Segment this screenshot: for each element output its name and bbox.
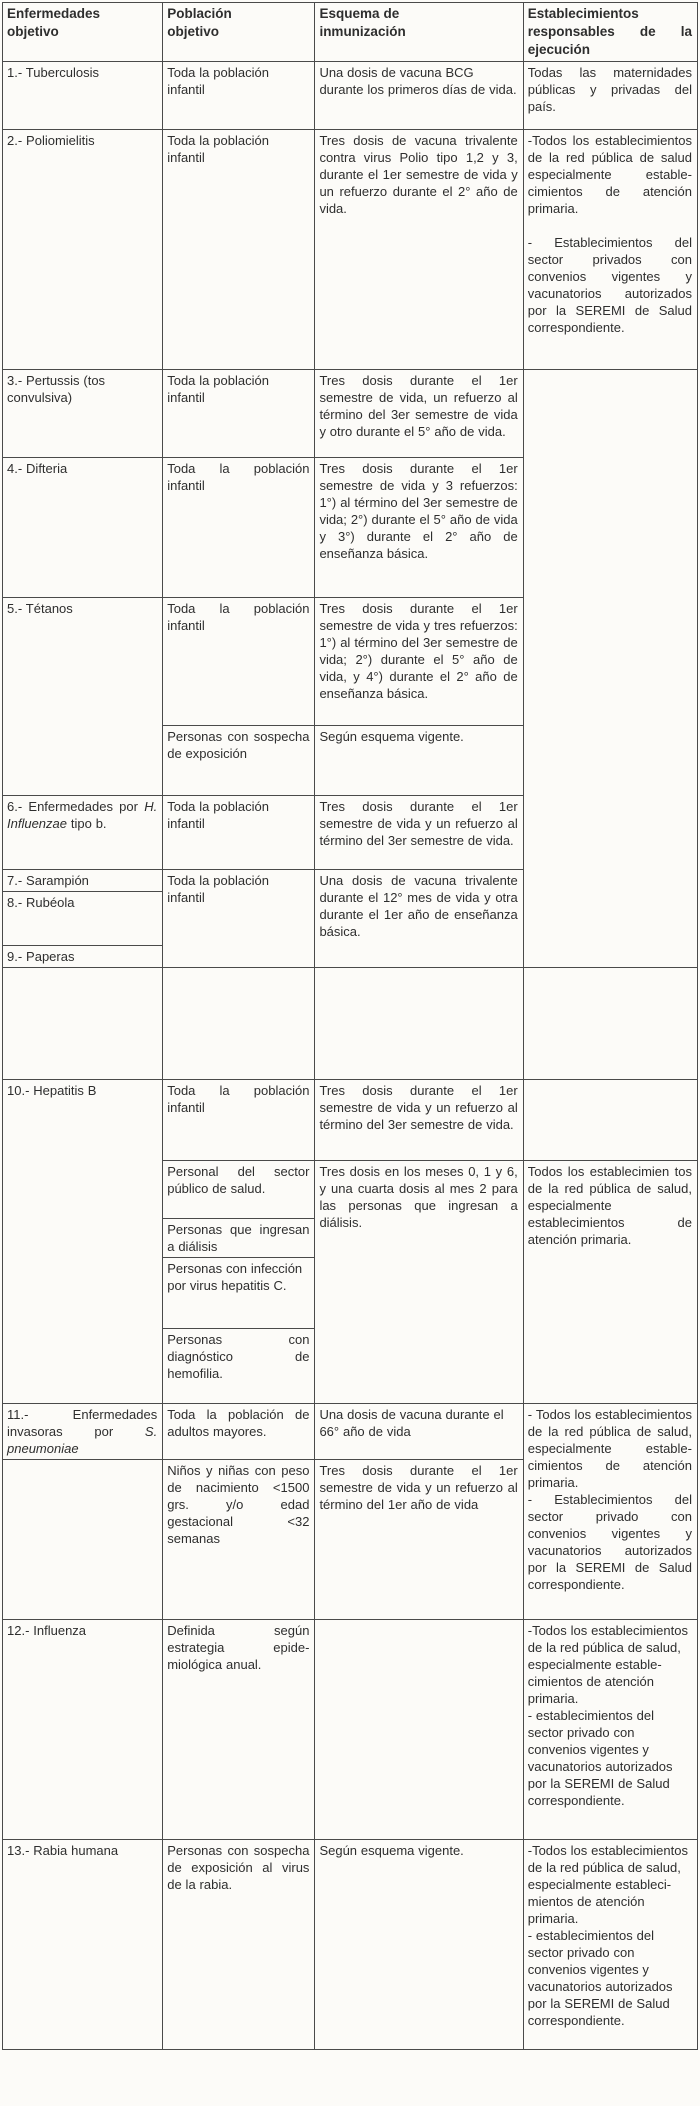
col-header-establecimientos-label: Establecimientos responsables de la ejecución — [527, 6, 692, 57]
cell-sarampion-enfermedad: 7.- Sarampión — [3, 870, 163, 892]
col-header-enfermedades-label: Enfermedades objetivo — [7, 6, 101, 39]
cell-rabia-poblacion: Personas con sospecha de exposición al virus de la rabia. — [163, 1840, 315, 2050]
cell-tuberculosis-poblacion: Toda la población infantil — [163, 62, 315, 130]
cell-tetanos-esquema: Tres dosis durante el 1er semestre de vida y tres refuerzos: 1°) al término del 3er semestre de vida; 2°) durante el 5° año de vida, y 4°) durante el 2° año de enseñanza básica. — [315, 598, 523, 726]
cell-difteria-esquema: Tres dosis durante el 1er semestre de vida y 3 refuerzos: 1°) al término del 3er semestre de vida; 2°) durante el 5° año de vida y 3°) durante el 2° año de enseñanza básica. — [315, 458, 523, 598]
cell-pneumo-establecimientos — [523, 1404, 697, 1620]
cell-hinfluenzae-esquema: Tres dosis durante el 1er semestre de vida y un refuerzo al término del 3er semestre de vida. — [315, 796, 523, 870]
paragraph-red-publica: -Todos los establecimientos de la red pública de salud especialmente establecimientos de atención primaria. — [527, 133, 692, 216]
row-rabia — [3, 1840, 698, 2050]
cell-polio-establecimientos — [523, 130, 697, 370]
cell-rabia-establecimientos — [523, 1840, 697, 2050]
cell-srp-esquema: Una dosis de vacuna trivalente durante el 12° mes de vida y otra durante el 1er año de enseñanza básica. — [315, 870, 523, 968]
row-hepatitis — [3, 1080, 698, 1161]
cell-spacer-poblacion — [163, 968, 315, 1080]
row-empty-spacer — [3, 968, 698, 1080]
cell-spacer-esquema — [315, 968, 523, 1080]
row-pneumo — [3, 1404, 698, 1460]
cell-spacer-enfermedad — [3, 968, 163, 1080]
col-header-poblacion — [163, 3, 315, 62]
pneumo-label-italic: S. pneumoniae — [7, 1424, 158, 1456]
cell-hepatitis-establecimientos: Todos los establecimien tos de la red pública de salud, especialmente establecimientos de atención primaria. — [523, 1161, 697, 1404]
cell-pertussis-enfermedad: 3.- Pertussis (tos convulsiva) — [3, 370, 163, 458]
row-tuberculosis — [3, 62, 698, 130]
cell-influenza-establecimientos — [523, 1620, 697, 1840]
cell-paperas-enfermedad: 9.- Paperas — [3, 946, 163, 968]
cell-spacer-establecimientos — [523, 968, 697, 1080]
cell-hepatitis-establecimientos-empty — [523, 1080, 697, 1161]
hinfluenzae-label-italic: H. Influenzae — [7, 799, 158, 831]
paragraph-red-publica: -Todos los establecimientos de la red pública de salud, especialmente establecimientos de atención primaria. — [527, 1623, 688, 1706]
cell-difteria-enfermedad: 4.- Difteria — [3, 458, 163, 598]
cell-tetanos-enfermedad: 5.- Tétanos — [3, 598, 163, 796]
paragraph-sector-privado: - establecimientos del sector privado con convenios vigentes y vacunatorios autorizados por la SEREMI de Salud correspondiente. — [527, 1928, 673, 2028]
col-header-poblacion-label: Población objetivo — [167, 6, 232, 39]
paragraph-red-publica: - Todos los establecimientos de la red pública de salud, especialmente establecimientos de atención primaria. — [527, 1407, 692, 1490]
immunization-table — [2, 2, 698, 2050]
hinfluenzae-label-suffix: tipo b. — [67, 816, 107, 831]
cell-polio-esquema: Tres dosis de vacuna trivalente contra virus Polio tipo 1,2 y 3, durante el 1er semestre de vida y un refuerzo durante el 2° año de vida. — [315, 130, 523, 370]
row-pertussis — [3, 370, 698, 458]
cell-hepatitis-hemofilia: Personas con diagnóstico de hemofilia. — [163, 1329, 315, 1404]
cell-establecimientos-empty-block — [523, 370, 697, 968]
cell-hepatitis-personal-salud: Personal del sector público de salud. — [163, 1161, 315, 1219]
cell-hinfluenzae-poblacion: Toda la población infantil — [163, 796, 315, 870]
cell-tetanos-poblacion: Toda la población infantil — [163, 598, 315, 726]
cell-pneumo-esquema-adultos: Una dosis de vacuna durante el 66° año de vida — [315, 1404, 523, 1460]
cell-srp-poblacion: Toda la población infantil — [163, 870, 315, 968]
hinfluenzae-label-prefix: 6.- Enfermedades por — [7, 799, 145, 814]
cell-rubeola-enfermedad: 8.- Rubéola — [3, 892, 163, 946]
cell-hepatitis-esquema-adultos: Tres dosis en los meses 0, 1 y 6, y una cuarta dosis al mes 2 para las personas que ingresan a diálisis. — [315, 1161, 523, 1404]
col-header-esquema-label: Esquema de inmunización — [319, 6, 406, 39]
cell-pneumo-enfermedad-empty — [3, 1460, 163, 1620]
cell-tuberculosis-enfermedad: 1.- Tuberculosis — [3, 62, 163, 130]
pneumo-label-prefix: 11.- Enfermedades invasoras por — [7, 1407, 158, 1439]
cell-hepatitis-dialisis: Personas que ingresan a diálisis — [163, 1219, 315, 1258]
paragraph-sector-privado: - establecimientos del sector privado con convenios vigentes y vacunatorios autorizados por la SEREMI de Salud correspondiente. — [527, 1708, 673, 1808]
row-influenza — [3, 1620, 698, 1840]
cell-pertussis-poblacion: Toda la población infantil — [163, 370, 315, 458]
cell-difteria-poblacion: Toda la población infantil — [163, 458, 315, 598]
cell-rabia-enfermedad: 13.- Rabia humana — [3, 1840, 163, 2050]
paragraph-sector-privado: - Establecimientos del sector privado con convenios vigentes y vacunatorios autorizados por la SEREMI de Salud correspondiente. — [527, 1492, 692, 1592]
paragraph-red-publica: -Todos los establecimientos de la red pública de salud, especialmente establecimientos de atención primaria. — [527, 1843, 688, 1926]
cell-pertussis-esquema: Tres dosis durante el 1er semestre de vida, un refuerzo al término del 3er semestre de vida y otro durante el 5° año de vida. — [315, 370, 523, 458]
cell-polio-enfermedad: 2.- Poliomielitis — [3, 130, 163, 370]
cell-polio-poblacion: Toda la población infantil — [163, 130, 315, 370]
cell-hinfluenzae-enfermedad — [3, 796, 163, 870]
col-header-establecimientos — [523, 3, 697, 62]
cell-tetanos-exposicion-esquema: Según esquema vigente. — [315, 726, 523, 796]
cell-hepatitis-enfermedad: 10.- Hepatitis B — [3, 1080, 163, 1404]
cell-influenza-esquema-empty — [315, 1620, 523, 1840]
cell-hepatitis-poblacion-infantil: Toda la población infantil — [163, 1080, 315, 1161]
header-row — [3, 3, 698, 62]
cell-pneumo-poblacion-adultos: Toda la población de adultos mayores. — [163, 1404, 315, 1460]
cell-hepatitis-virus-c: Personas con infección por virus hepatitis C. — [163, 1258, 315, 1329]
col-header-enfermedades — [3, 3, 163, 62]
cell-pneumo-esquema-prematuros: Tres dosis durante el 1er semestre de vida y un refuerzo al término del 1er año de vida — [315, 1460, 523, 1620]
cell-tuberculosis-esquema: Una dosis de vacuna BCG durante los primeros días de vida. — [315, 62, 523, 130]
cell-influenza-poblacion: Definida según estrategia epidemiológica anual. — [163, 1620, 315, 1840]
cell-influenza-enfermedad: 12.- Influenza — [3, 1620, 163, 1840]
col-header-esquema — [315, 3, 523, 62]
cell-pneumo-poblacion-prematuros: Niños y niñas con peso de nacimiento <1500 grs. y/o edad gestacional <32 semanas — [163, 1460, 315, 1620]
cell-tetanos-exposicion-poblacion: Personas con sospecha de exposición — [163, 726, 315, 796]
row-poliomielitis — [3, 130, 698, 370]
cell-hepatitis-esquema-infantil: Tres dosis durante el 1er semestre de vida y un refuerzo al término del 3er semestre de vida. — [315, 1080, 523, 1161]
cell-rabia-esquema: Según esquema vigente. — [315, 1840, 523, 2050]
paragraph-sector-privado: - Establecimientos del sector privados con convenios vigentes y vacunatorios autorizados por la SEREMI de Salud correspondiente. — [527, 235, 692, 335]
cell-tuberculosis-establecimientos: Todas las maternidades públicas y privadas del país. — [523, 62, 697, 130]
cell-pneumo-enfermedad — [3, 1404, 163, 1460]
